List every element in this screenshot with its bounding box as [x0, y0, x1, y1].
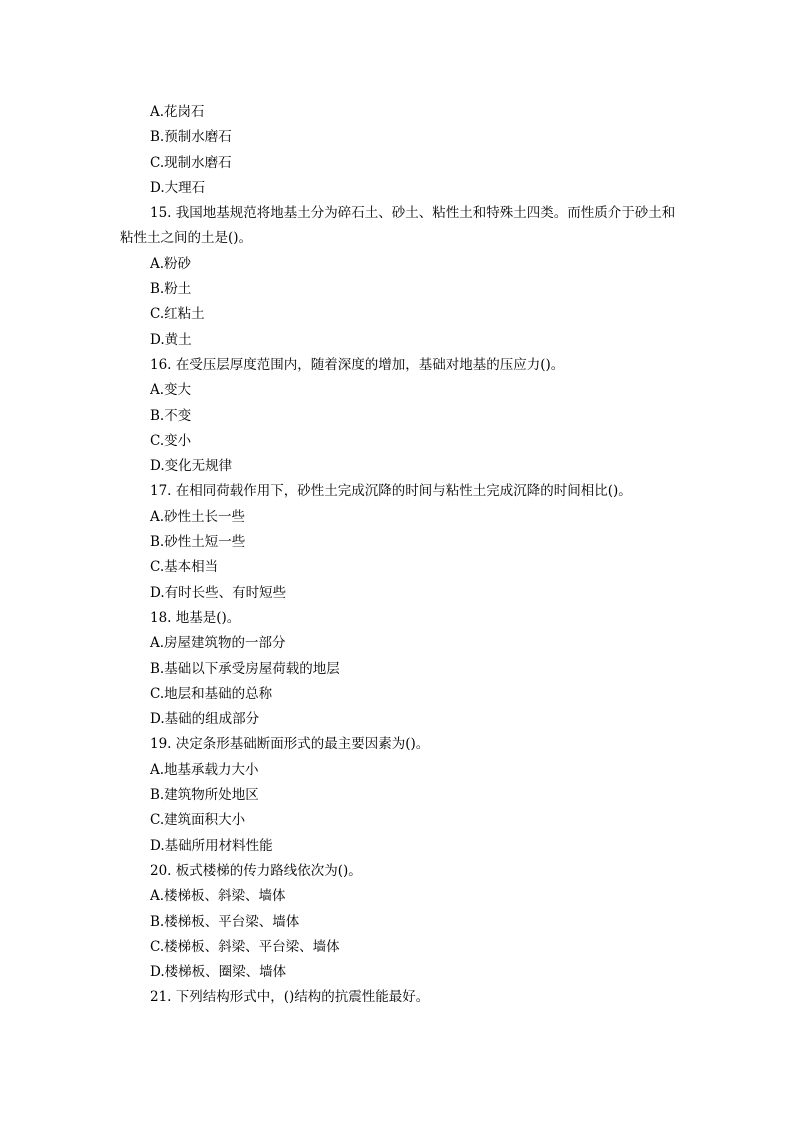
option-item: B.砂性土短一些 [150, 534, 246, 551]
option-item: A.房屋建筑物的一部分 [150, 635, 286, 652]
option-item: D.楼梯板、圈梁、墙体 [150, 964, 287, 981]
option-item: D.基础所用材料性能 [150, 837, 273, 854]
option-item: C.建筑面积大小 [150, 812, 246, 829]
option-item: A.楼梯板、斜梁、墙体 [150, 888, 286, 905]
option-item: A.砂性土长一些 [150, 508, 246, 525]
option-item: C.楼梯板、斜梁、平台梁、墙体 [150, 938, 340, 955]
option-item: D.基础的组成部分 [150, 711, 260, 728]
question-20-text: 20. 板式楼梯的传力路线依次为()。 [150, 862, 362, 879]
question-17-text: 17. 在相同荷载作用下，砂性土完成沉降的时间与粘性土完成沉降的时间相比()。 [150, 483, 632, 500]
option-item: B.楼梯板、平台梁、墙体 [150, 913, 300, 930]
option-item: C.基本相当 [150, 559, 219, 576]
option-item: A.花岗石 [150, 104, 205, 120]
option-item: B.建筑物所处地区 [150, 787, 259, 804]
option-item: A.变大 [150, 382, 192, 399]
option-item: B.预制水磨石 [150, 129, 232, 146]
option-item: C.地层和基础的总称 [150, 685, 273, 702]
option-item: B.粉土 [150, 281, 192, 298]
option-item: D.黄土 [150, 331, 192, 348]
question-21-text: 21. 下列结构形式中，()结构的抗震性能最好。 [150, 989, 430, 1006]
option-item: C.变小 [150, 432, 192, 449]
option-item: D.有时长些、有时短些 [150, 584, 287, 601]
question-15-text: 15. 我国地基规范将地基土分为碎石土、砂土、粘性土和特殊土四类。而性质介于砂土和粘性土之间的土是()。 [120, 205, 676, 247]
option-item: D.变化无规律 [150, 458, 233, 475]
question-16-text: 16. 在受压层厚度范围内，随着深度的增加，基础对地基的压应力()。 [150, 356, 565, 373]
option-item: D.大理石 [150, 179, 206, 196]
question-list [120, 100, 680, 1011]
option-item: B.不变 [150, 407, 192, 424]
option-item: C.现制水磨石 [150, 154, 232, 171]
option-item: B.基础以下承受房屋荷载的地层 [150, 660, 340, 677]
question-18-text: 18. 地基是()。 [150, 609, 241, 626]
option-item: A.地基承载力大小 [150, 761, 259, 778]
question-19-text: 19. 决定条形基础断面形式的最主要因素为()。 [150, 736, 430, 753]
option-item: C.红粘土 [150, 306, 205, 323]
option-item: A.粉砂 [150, 255, 192, 272]
